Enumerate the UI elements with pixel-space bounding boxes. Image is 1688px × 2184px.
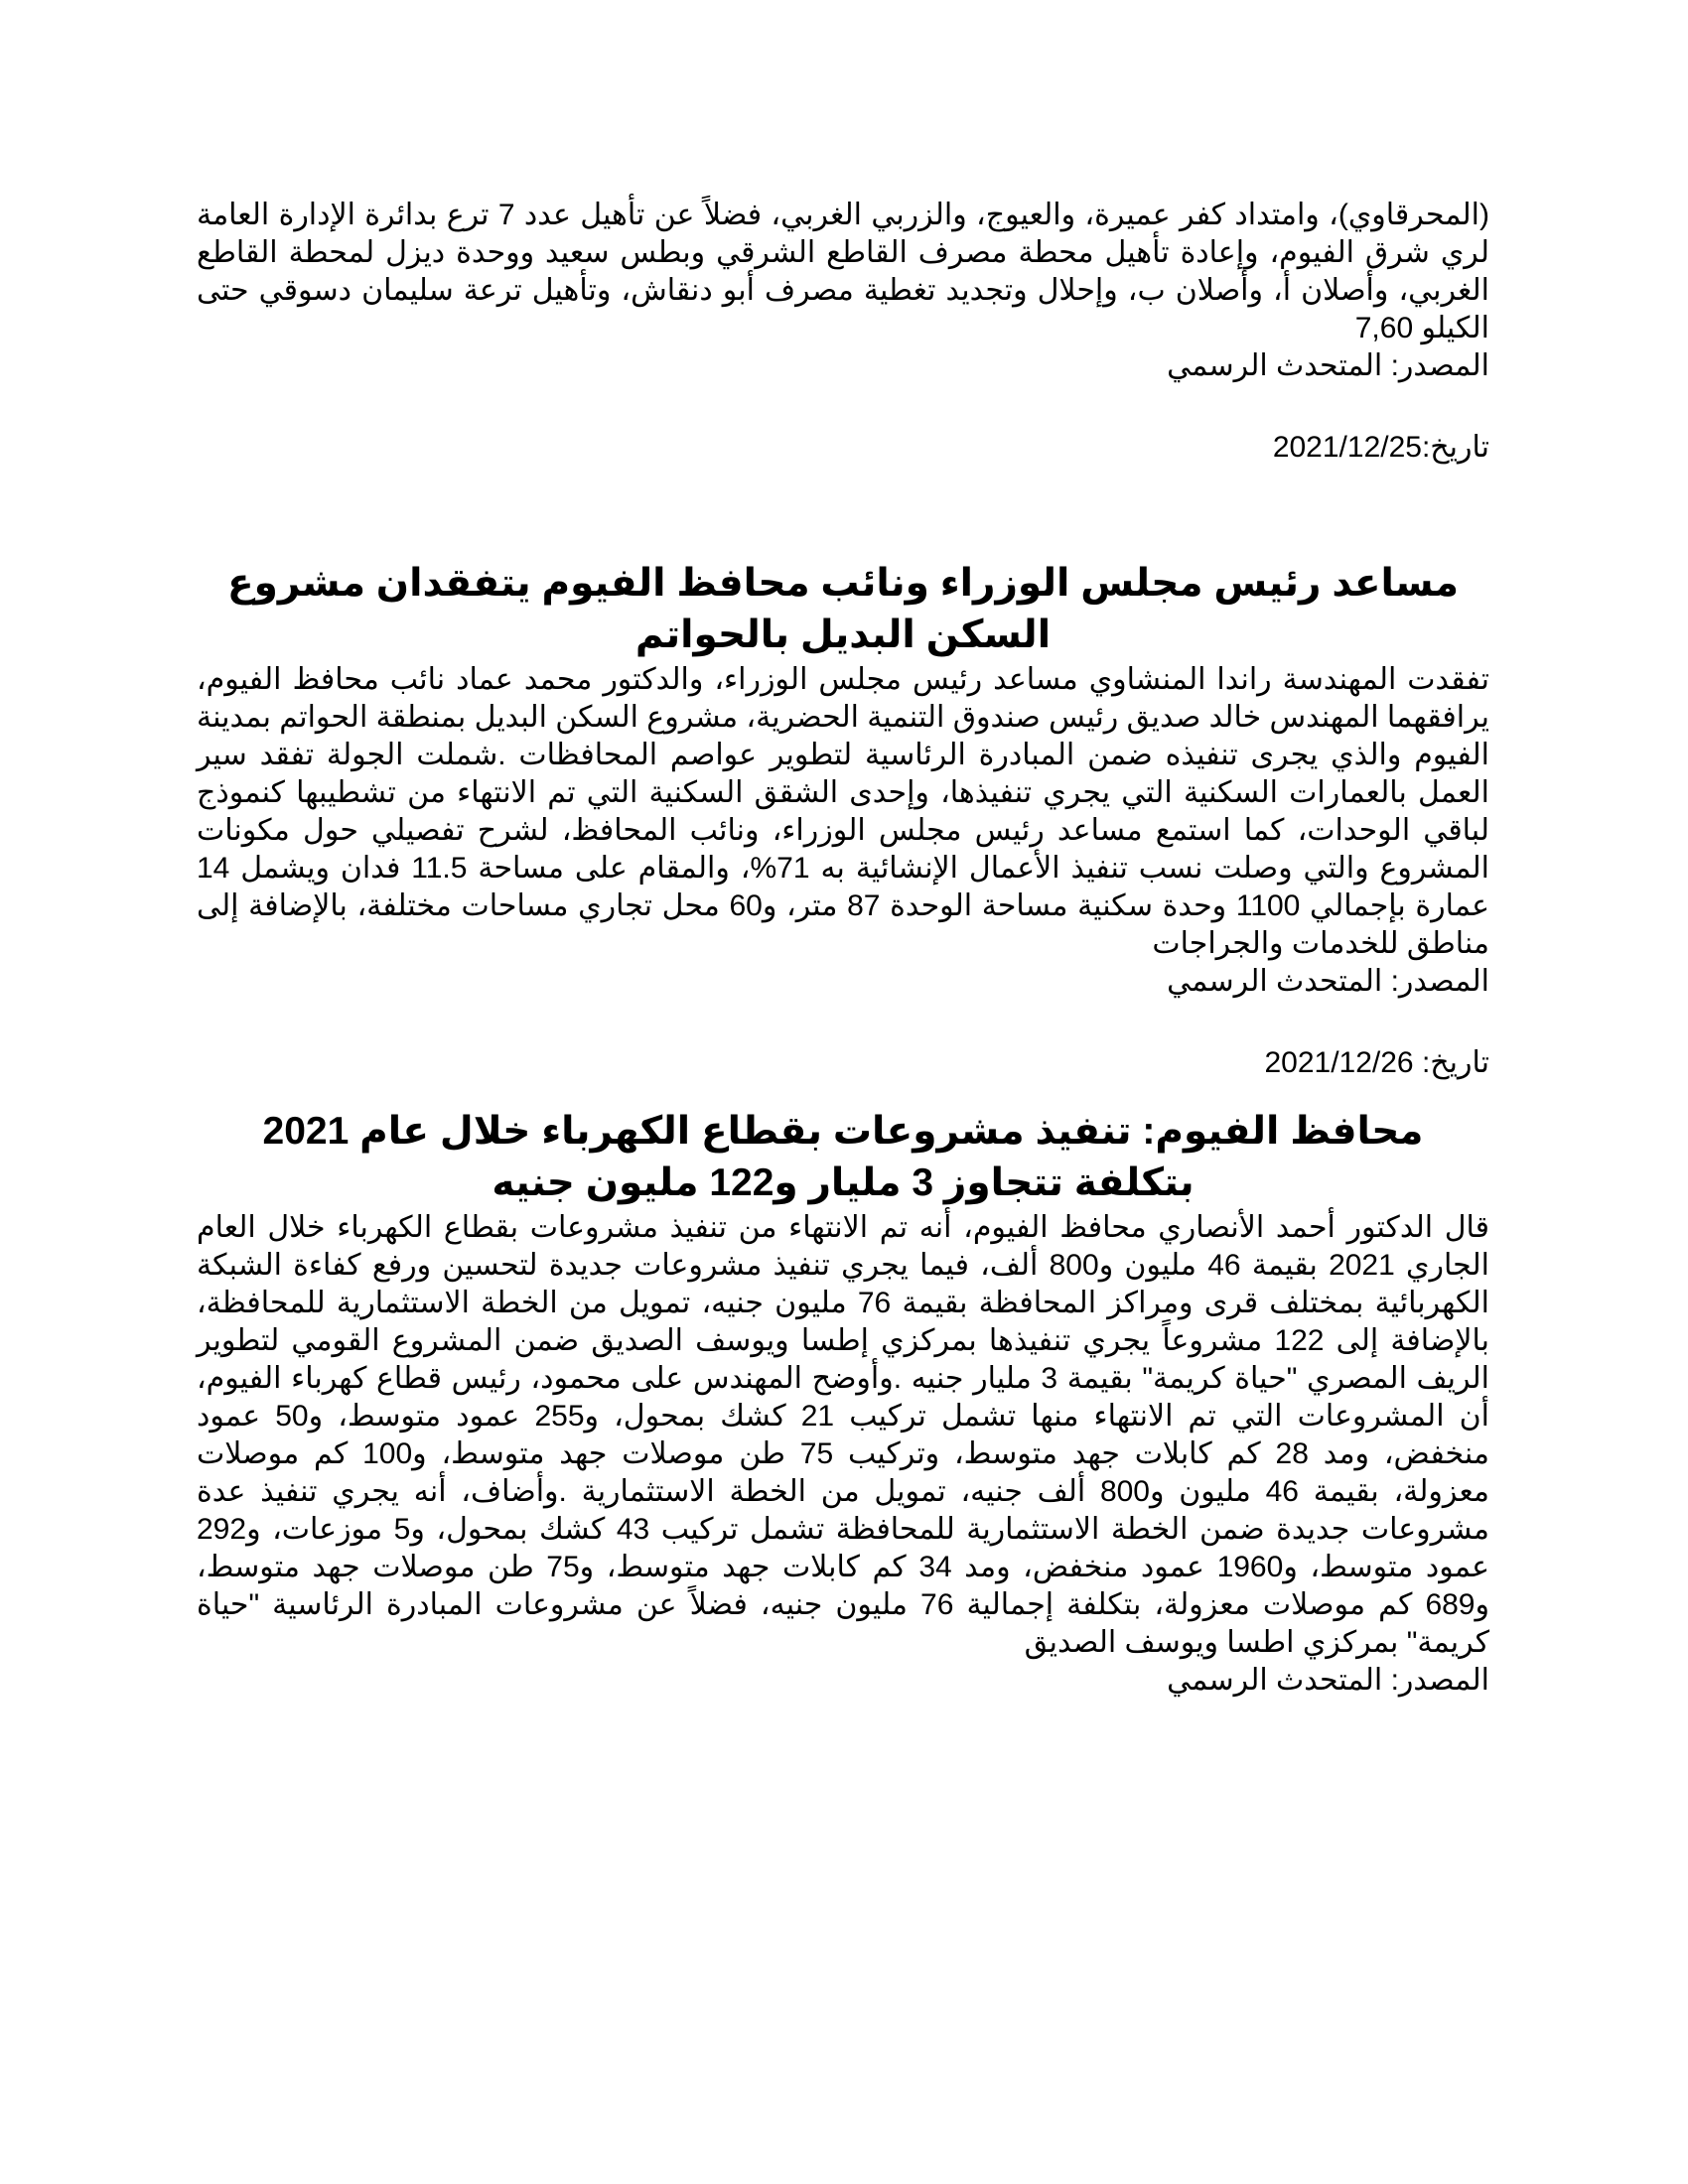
article-body: قال الدكتور أحمد الأنصاري محافظ الفيوم، أنه تم الانتهاء من تنفيذ مشروعات بقطاع الكهرباء خلال العام الجاري 2021 بقيمة 46 مليون و800 ألف، فيما يجري تنفيذ مشروعات جديدة لتحسين ورفع كفاءة الشبكة الكهربائية بمختلف قرى ومراكز المحافظة بقيمة 76 مليون جنيه، تمويل من الخطة الاستثمارية للمحافظة، بالإضافة إلى 122 مشروعاً يجري تنفيذها بمركزي إطسا ويوسف الصديق ضمن المشروع القومي لتطوير الريف المصري "حياة كريمة" بقيمة 3 مليار جنيه .وأوضح المهندس على محمود، رئيس قطاع كهرباء الفيوم، أن المشروعات التي تم الانتهاء منها تشمل تركيب 21 كشك بمحول، و255 عمود متوسط، و50 عمود منخفض، ومد 28 كم كابلات جهد متوسط، وتركيب 75 طن موصلات جهد متوسط، و100 كم موصلات معزولة، بقيمة 46 مليون و800 ألف جنيه، تمويل من الخطة الاستثمارية .وأضاف، أنه يجري تنفيذ عدة مشروعات جديدة ضمن الخطة الاستثمارية للمحافظة تشمل تركيب 43 كشك بمحول، و5 موزعات، و292 عمود متوسط، و1960 عمود منخفض، ومد 34 كم كابلات جهد متوسط، و75 طن موصلات جهد متوسط، و689 كم موصلات معزولة، بتكلفة إجمالية 76 مليون جنيه، فضلاً عن مشروعات المبادرة الرئاسية "حياة كريمة" بمركزي اطسا ويوسف الصديق [197,1211,1490,1659]
article-source: المصدر: المتحدث الرسمي [1167,965,1489,998]
article-alternative-housing [197,429,1489,1001]
article-headline: محافظ الفيوم: تنفيذ مشروعات بقطاع الكهرباء خلال عام 2021 بتكلفة تتجاوز 3 مليار و122 مليون جنيه [262,1110,1424,1204]
article-source: المصدر: المتحدث الرسمي [1167,349,1489,382]
article-electricity-projects [197,1044,1489,1700]
article-body: تفقدت المهندسة راندا المنشاوي مساعد رئيس مجلس الوزراء، والدكتور محمد عماد نائب محافظ الفيوم، يرافقهما المهندس خالد صديق رئيس صندوق التنمية الحضرية، مشروع السكن البديل بمنطقة الحواتم بمدينة الفيوم والذي يجرى تنفيذه ضمن المبادرة الرئاسية لتطوير عواصم المحافظات .شملت الجولة تفقد سير العمل بالعمارات السكنية التي يجري تنفيذها، وإحدى الشقق السكنية التي تم الانتهاء من تشطيبها كنموذج لباقي الوحدات، كما استمع مساعد رئيس مجلس الوزراء، ونائب المحافظ، لشرح تفصيلي حول مكونات المشروع والتي وصلت نسب تنفيذ الأعمال الإنشائية به 71%، والمقام على مساحة 11.5 فدان ويشمل 14 عمارة بإجمالي 1100 وحدة سكنية مساحة الوحدة 87 متر، و60 محل تجاري مساحات مختلفة، بالإضافة إلى مناطق للخدمات والجراجات [197,663,1490,960]
article-continued [197,197,1489,385]
document-page [197,197,1489,1700]
article-body: (المحرقاوي)، وامتداد كفر عميرة، والعيوج، والزربي الغربي، فضلاً عن تأهيل عدد 7 ترع بدائرة الإدارة العامة لري شرق الفيوم، وإعادة تأهيل محطة مصرف القاطع الشرقي وبطس سعيد ووحدة ديزل لمحطة القاطع الغربي، وأصلان أ، وأصلان ب، وإحلال وتجديد تغطية مصرف أبو دنقاش، وتأهيل ترعة سليمان دسوقي حتى الكيلو 7,60 [197,199,1489,344]
article-source: المصدر: المتحدث الرسمي [1167,1664,1489,1697]
article-date: تاريخ:2021/12/25 [1272,431,1489,464]
article-headline: مساعد رئيس مجلس الوزراء ونائب محافظ الفيوم يتفقدان مشروع السكن البديل بالحواتم [226,562,1459,656]
article-date: تاريخ: 2021/12/26 [1264,1046,1489,1079]
